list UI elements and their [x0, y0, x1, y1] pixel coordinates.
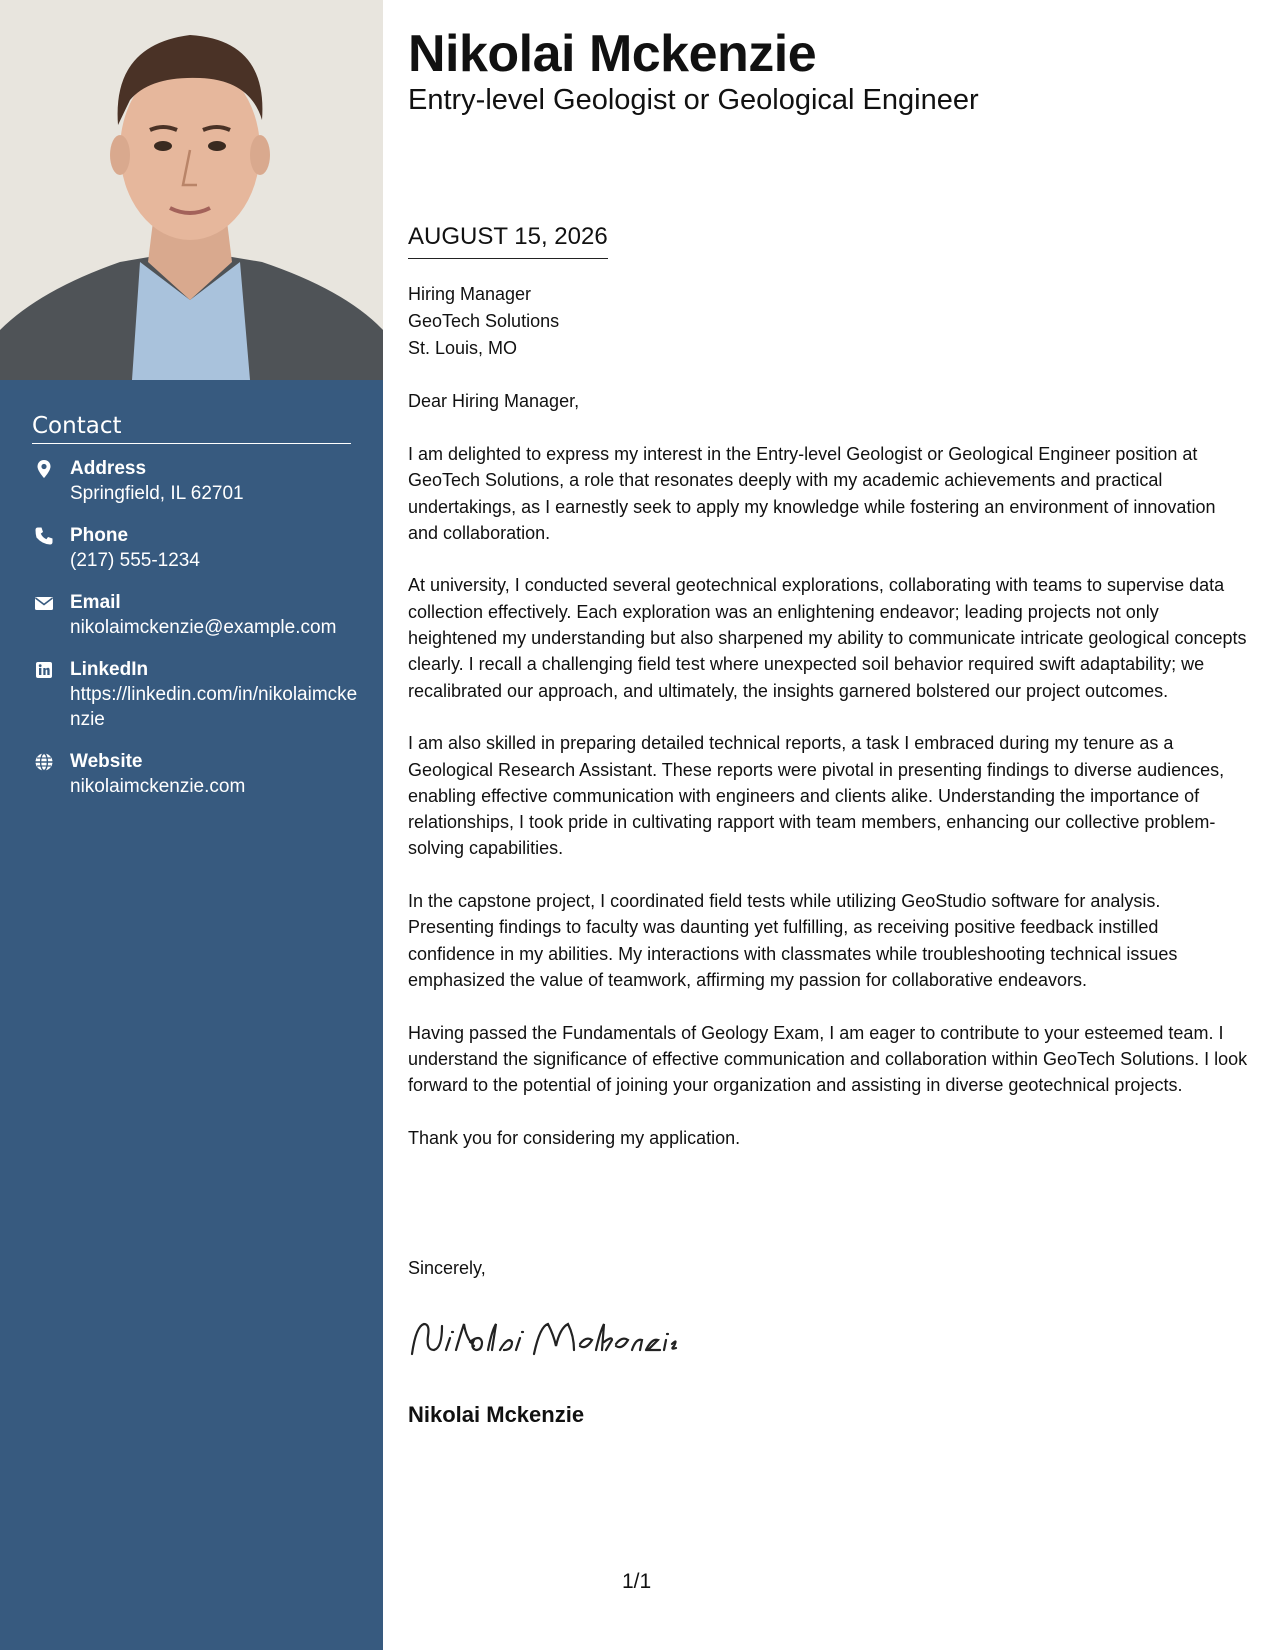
- contact-address: [32, 456, 362, 506]
- salutation: Dear Hiring Manager,: [408, 391, 580, 411]
- phone-icon: [34, 526, 54, 546]
- website-value[interactable]: nikolaimckenzie.com: [70, 776, 246, 797]
- closing: Sincerely,: [408, 1258, 486, 1278]
- sidebar: [0, 0, 383, 1650]
- recipient-line: St. Louis, MO: [408, 338, 518, 358]
- linkedin-icon: [34, 660, 54, 680]
- page-number: 1/1: [622, 1570, 652, 1593]
- recipient-block: [408, 281, 559, 362]
- address-value: Springfield, IL 62701: [70, 483, 244, 504]
- body-paragraph: Thank you for considering my application.: [408, 1127, 741, 1148]
- contact-list: [32, 456, 362, 816]
- map-pin-icon: [34, 459, 54, 479]
- body-paragraph: In the capstone project, I coordinated field tests while utilizing GeoStudio software for analysis. Presenting findings to faculty was daunting yet fulfilling, as receiving positive feedback instilled confidence in my abilities. My interactions with classmates while troubleshooting technical issues emphasized the value of teamwork, affirming my passion for collaborative endeavors.: [408, 891, 1178, 990]
- letter-date: AUGUST 15, 2026: [408, 223, 608, 259]
- phone-label: Phone: [70, 525, 129, 546]
- phone-value: (217) 555-1234: [70, 550, 200, 571]
- email-value[interactable]: nikolaimckenzie@example.com: [70, 617, 337, 638]
- envelope-icon: [34, 593, 54, 613]
- job-title: Entry-level Geologist or Geological Engineer: [408, 84, 979, 116]
- avatar: [0, 0, 383, 380]
- handwritten-signature: [408, 1316, 678, 1367]
- contact-heading: Contact: [32, 413, 351, 444]
- recipient-line: GeoTech Solutions: [408, 311, 560, 331]
- contact-website: [32, 749, 362, 799]
- contact-email: [32, 590, 362, 640]
- letter-body: [408, 441, 1250, 1177]
- body-paragraph: I am also skilled in preparing detailed technical reports, a task I embraced during my tenure as a Geological Research Assistant. These reports were pivotal in presenting findings to diverse audiences, enabling effective communication with engineers and clients alike. Understanding the importance of relationships, I took pride in cultivating rapport with team members, enhancing our collective problem-solving capabilities.: [408, 733, 1225, 859]
- body-paragraph: Having passed the Fundamentals of Geology Exam, I am eager to contribute to your esteemed team. I understand the significance of effective communication and collaboration within GeoTech Solutions. I look forward to the potential of joining your organization and assisting in diverse geotechnical projects.: [408, 1022, 1248, 1096]
- address-label: Address: [70, 458, 147, 479]
- contact-linkedin: [32, 657, 362, 732]
- signature-image: [408, 1316, 678, 1362]
- linkedin-label: LinkedIn: [70, 659, 149, 680]
- body-paragraph: At university, I conducted several geotechnical explorations, collaborating with teams to supervise data collection effectively. Each exploration was an enlightening endeavor; leading projects not only heightened my understanding but also sharpened my ability to communicate intricate geological concepts clearly. I recall a challenging field test where unexpected soil behavior required swift adaptability; we recalibrated our approach, and ultimately, the insights garnered bolstered our project outcomes.: [408, 575, 1247, 701]
- globe-icon: [34, 752, 54, 772]
- contact-phone: [32, 523, 362, 573]
- profile-photo: [0, 0, 383, 380]
- email-label: Email: [70, 592, 121, 613]
- signer-name: Nikolai Mckenzie: [408, 1402, 585, 1427]
- body-paragraph: I am delighted to express my interest in the Entry-level Geologist or Geological Engineer position at GeoTech Solutions, a role that resonates deeply with my academic achievements and practical undertakings, as I earnestly seek to apply my knowledge while fostering an environment of innovation and collaboration.: [408, 444, 1216, 543]
- website-label: Website: [70, 751, 143, 772]
- applicant-name: Nikolai Mckenzie: [408, 25, 817, 83]
- linkedin-value[interactable]: https://linkedin.com/in/nikolaimckenzie: [70, 684, 358, 730]
- recipient-line: Hiring Manager: [408, 284, 532, 304]
